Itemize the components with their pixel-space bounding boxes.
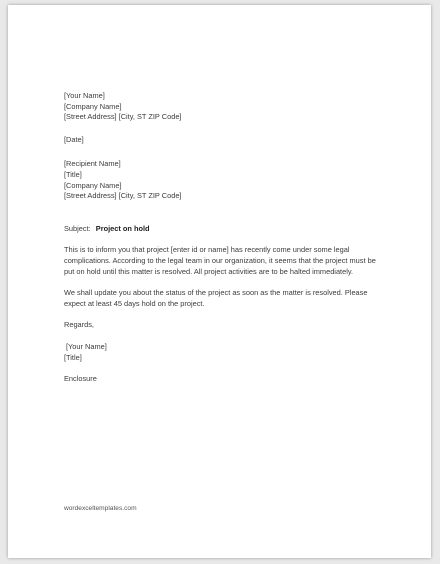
closing-title: [Title] [64,352,82,362]
subject-label: Subject: [64,223,91,233]
subject-value: Project on hold [95,223,150,233]
sender-company: [Company Name] [64,101,122,111]
closing-name: [Your Name] [66,341,107,351]
body-paragraph-2: We shall update you about the status of the project as soon as the matter is resolved. Please expect at least 45 days hold on the project. [64,288,368,308]
letter-body [64,91,384,385]
subject-line [64,224,384,235]
recipient-block [64,159,384,201]
closing-salutation: Regards, [64,320,94,330]
letter-page [8,5,431,558]
recipient-name: [Recipient Name] [64,159,121,169]
enclosure-note: Enclosure [64,374,97,384]
recipient-address: [Street Address] [City, ST ZIP Code] [64,191,182,201]
sender-name: [Your Name] [64,91,105,100]
sender-block [64,91,384,123]
sender-address: [Street Address] [City, ST ZIP Code] [64,112,182,122]
recipient-title: [Title] [64,169,82,179]
letter-date: [Date] [64,134,84,144]
body-paragraph-1: This is to inform you that project [enter id or name] has recently come under some legal complications. According to the legal team in our organization, it seems that the project must be put on hold until this matter is resolved. All project activities are to be halted immediately. [64,245,376,276]
recipient-company: [Company Name] [64,180,122,190]
footer-website: wordexceltemplates.com [64,505,137,512]
